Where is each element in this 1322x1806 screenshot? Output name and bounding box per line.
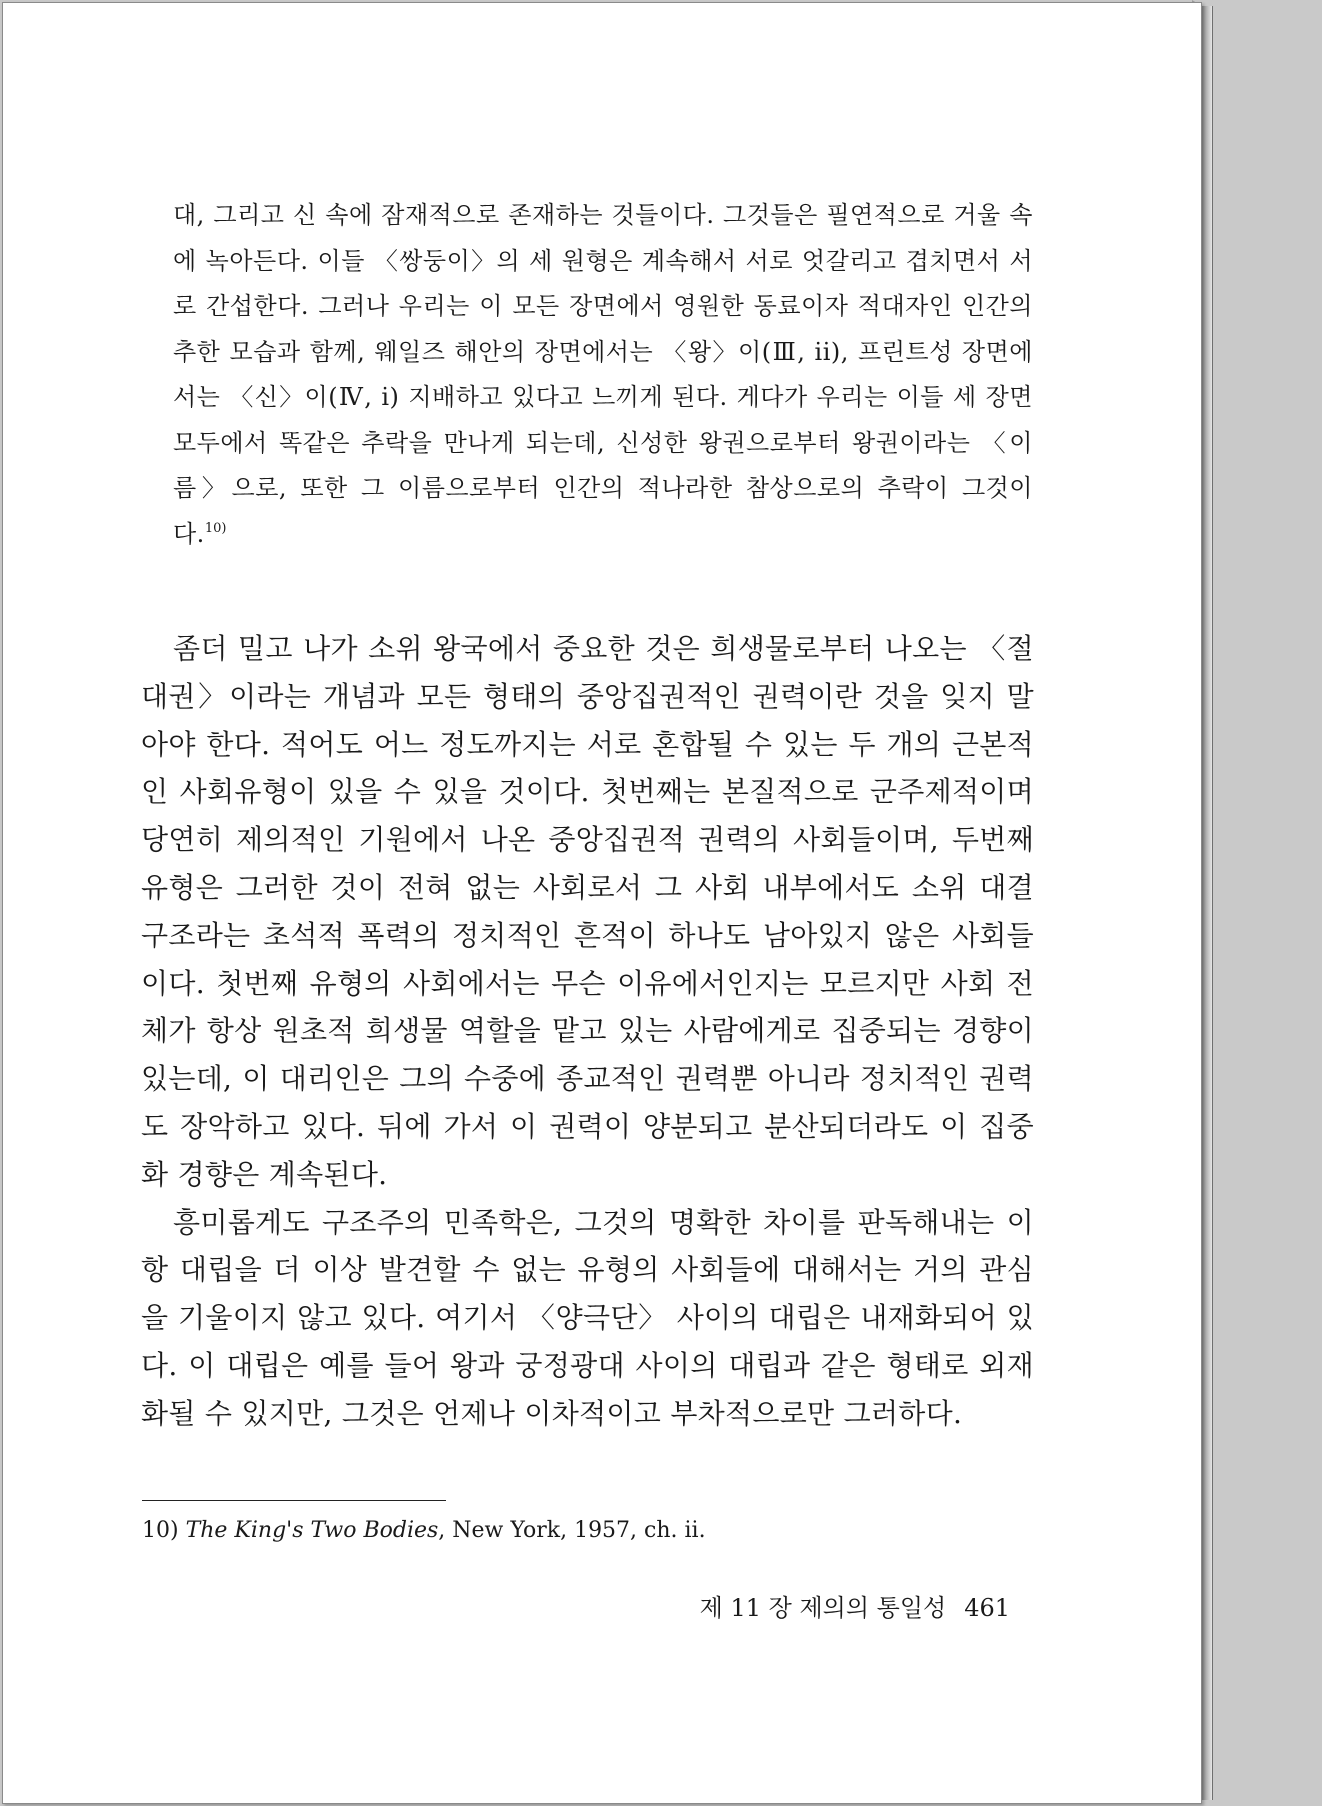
quote-paragraph: [173, 193, 1033, 557]
body-paragraph-2: 흥미롭게도 구조주의 민족학은, 그것의 명확한 차이를 판독해내는 이항 대립을 더 이상 발견할 수 없는 유형의 사회들에 대해서는 거의 관심을 기울이지 않고 있다. 여기서 〈양극단〉 사이의 대립은 내재화되어 있다. 이 대립은 예를 들어 왕과 궁정광대 사이의 대립과 같은 형태로 외재화될 수 있지만, 그것은 언제나 이차적이고 부차적으로만 그러하다.: [141, 1205, 1034, 1430]
footnote-divider: [142, 1500, 446, 1501]
body-text: [141, 625, 1034, 1438]
page-number: 461: [964, 1594, 1010, 1622]
running-footer: [690, 1592, 1010, 1624]
footnote-title: The King's Two Bodies: [185, 1518, 439, 1543]
footnote-reference: 10): [204, 520, 227, 536]
footnote-citation: , New York, 1957, ch. ii.: [438, 1518, 706, 1543]
quote-text: 대, 그리고 신 속에 잠재적으로 존재하는 것들이다. 그것들은 필연적으로 거울 속에 녹아든다. 이들 〈쌍둥이〉의 세 원형은 계속해서 서로 엇갈리고 겹치면서 서로 간섭한다. 그러나 우리는 이 모든 장면에서 영원한 동료이자 적대자인 인간의 추한 모습과 함께, 웨일즈 해안의 장면에서는 〈왕〉이(Ⅲ, ii), 프린트성 장면에서는 〈신〉이(Ⅳ, i) 지배하고 있다고 느끼게 된다. 게다가 우리는 이들 세 장면 모두에서 똑같은 추락을 만나게 되는데, 신성한 왕권으로부터 왕권이라는 〈이름〉으로, 또한 그 이름으로부터 인간의 적나라한 참상으로의 추락이 그것이다.: [173, 201, 1033, 548]
block-quote: [173, 193, 1033, 557]
footnote: [142, 1516, 1022, 1546]
body-paragraph-1: 좀더 밀고 나가 소위 왕국에서 중요한 것은 희생물로부터 나오는 〈절대권〉이라는 개념과 모든 형태의 중앙집권적인 권력이란 것을 잊지 말아야 한다. 적어도 어느 정도까지는 서로 혼합될 수 있는 두 개의 근본적인 사회유형이 있을 수 있을 것이다. 첫번째는 본질적으로 군주제적이며 당연히 제의적인 기원에서 나온 중앙집권적 권력의 사회들이며, 두번째 유형은 그러한 것이 전혀 없는 사회로서 그 사회 내부에서도 소위 대결 구조라는 초석적 폭력의 정치적인 흔적이 하나도 남아있지 않은 사회들이다. 첫번째 유형의 사회에서는 무슨 이유에서인지는 모르지만 사회 전체가 항상 원초적 희생물 역할을 맡고 있는 사람에게로 집중되는 경향이 있는데, 이 대리인은 그의 수중에 종교적인 권력뿐 아니라 정치적인 권력도 장악하고 있다. 뒤에 가서 이 권력이 양분되고 분산되더라도 이 집중화 경향은 계속된다.: [141, 632, 1034, 1191]
footnote-number: 10): [142, 1518, 179, 1543]
chapter-title: 제 11 장 제의의 통일성: [699, 1594, 947, 1622]
